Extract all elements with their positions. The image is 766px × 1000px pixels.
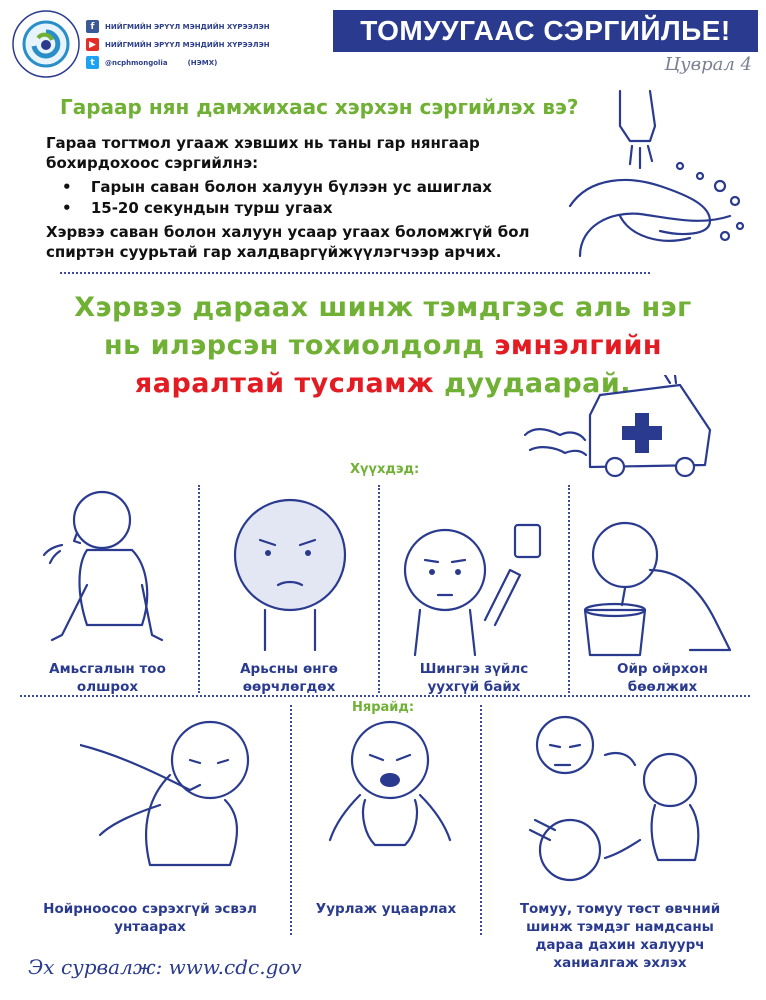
caption-skin-color: Арьсны өнгө өөрчлөгдөх [240, 661, 338, 695]
infant-sleeping-illustration [80, 715, 270, 885]
social-youtube[interactable]: ▶ НИЙГМИЙН ЭРҮҮЛ МЭНДИЙН ХҮРЭЭЛЭН [86, 38, 270, 51]
bullet-dot-icon: • [62, 178, 72, 196]
twitter-icon: t [86, 56, 99, 69]
social-twitter[interactable]: t @ncphmongolia (НЭМХ) [86, 56, 217, 69]
youtube-icon: ▶ [86, 38, 99, 51]
warning-line-3: яаралтай тусламж дуудаарай. [134, 368, 632, 399]
caption-crying: Уурлаж уцаарлах [315, 901, 457, 917]
handwash-note-1: Хэрвээ саван болон халуун усаар угаах боломжгүй бол [46, 223, 530, 241]
warning-line-1: Хэрвээ дараах шинж тэмдгээс аль нэг [74, 292, 692, 323]
child-breathing-illustration [32, 485, 182, 655]
facebook-icon: f [86, 20, 99, 33]
caption-vomiting: Ойр ойрхон бөөлжих [616, 661, 708, 695]
ncph-logo [10, 8, 82, 80]
bullet-dot-icon: • [62, 199, 72, 217]
infants-label: Нярайд: [352, 700, 415, 715]
child-refusing-drink-illustration [390, 510, 560, 660]
caption-refusing-drink: Шингэн зүйлс уухгүй байх [419, 661, 529, 695]
children-label: Хүүхдэд: [350, 462, 420, 477]
source-link[interactable]: Эх сурвалж: www.cdc.gov [28, 955, 302, 979]
caption-sleeping: Нойрноосоо сэрэхгүй эсвэл унтаарах [43, 901, 257, 935]
handwash-intro-1: Гараа тогтмол угааж хэвших нь таны гар нянгаар [46, 134, 480, 152]
caption-breathing: Амьсгалын тоо олшрох [49, 661, 166, 695]
washing-hands-illustration [560, 86, 750, 266]
bullet-item: • 15-20 секундын турш угаах [62, 199, 333, 217]
warning-line-2: нь илэрсэн тохиолдолд эмнэлгийн [103, 330, 663, 361]
page-title-banner: ТОМУУГААС СЭРГИЙЛЬЕ! [333, 10, 758, 52]
ambulance-icon [520, 375, 720, 480]
handwash-intro-2: бохирдохоос сэргийлнэ: [46, 154, 259, 172]
caption-relapse: Томуу, томуу төст өвчний шинж тэмдэг намдсаны дараа дахин халуурч ханиалгаж эхлэх [519, 901, 721, 971]
bullet-item: • Гарын саван болон халуун бүлээн ус ашиглах [62, 178, 492, 196]
series-label: Цуврал 4 [664, 54, 752, 75]
infant-crying-illustration [315, 715, 465, 855]
child-skin-color-illustration [210, 485, 370, 655]
infant-relapse-illustration [510, 710, 740, 900]
divider [480, 705, 482, 935]
social-facebook[interactable]: f НИЙГМИЙН ЭРҮҮЛ МЭНДИЙН ХҮРЭЭЛЭН [86, 20, 270, 33]
divider [60, 272, 650, 274]
handwash-title: Гараар нян дамжихаас хэрхэн сэргийлэх вэ? [60, 95, 579, 119]
child-vomiting-illustration [580, 510, 750, 660]
handwash-note-2: спиртэн суурьтай гар халдваргүйжүүлэгчээр арчих. [46, 243, 502, 261]
divider [20, 695, 750, 697]
